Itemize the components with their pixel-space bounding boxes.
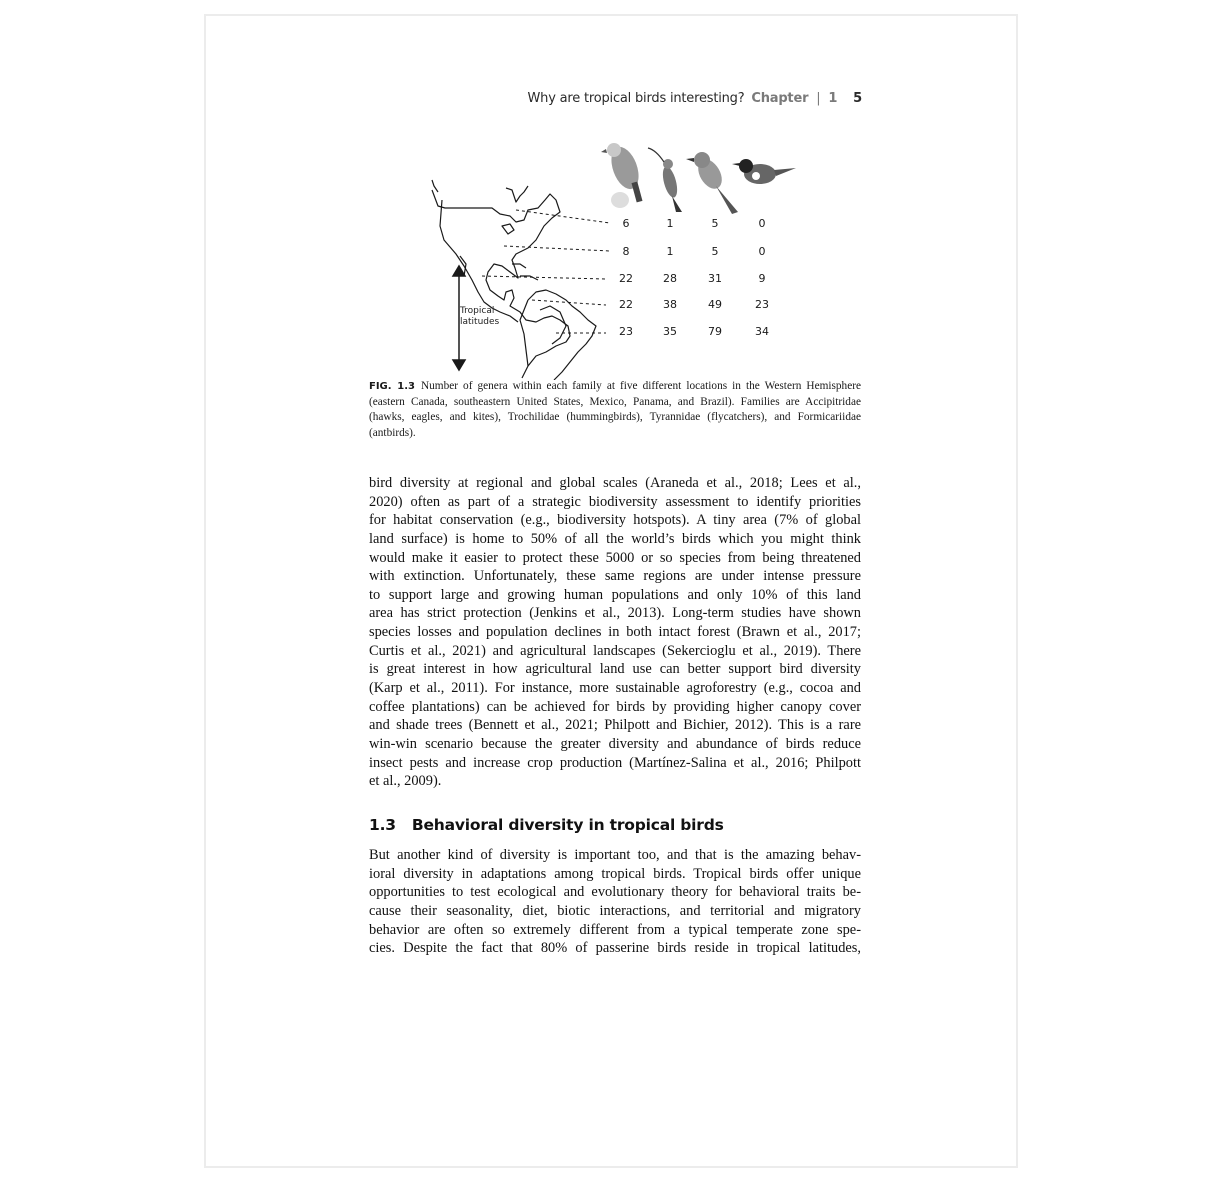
table-cell: 35 <box>663 325 677 338</box>
text-line: et al., 2009). <box>369 773 442 790</box>
text-line: land surface) is home to 50% of all the world’s birds which you might think <box>369 530 861 547</box>
table-cell: 23 <box>755 298 769 311</box>
antbird-icon <box>732 159 796 184</box>
table-cell: 5 <box>711 217 719 230</box>
table-cell: 31 <box>708 272 722 285</box>
text-line: coffee plantations) can be achieved for birds by providing higher canopy cover <box>369 698 861 715</box>
text-line: Curtis et al., 2021) and agricultural landscapes (Sekercioglu et al., 2019). There <box>369 642 861 659</box>
text-line: cies. Despite the fact that 80% of passerine birds reside in tropical latitudes, <box>369 940 861 957</box>
figure-1-3 <box>420 130 820 380</box>
table-cell: 0 <box>758 217 766 230</box>
text-line: cause their seasonality, diet, biotic interactions, and territorial and migratory <box>369 902 861 919</box>
table-cell: 38 <box>663 298 677 311</box>
text-line: bird diversity at regional and global scales (Araneda et al., 2018; Lees et al., <box>369 475 861 491</box>
table-cell: 34 <box>755 325 769 338</box>
figure-label: FIG. 1.3 <box>369 381 415 392</box>
table-cell: 22 <box>619 298 633 311</box>
table-cell: 22 <box>619 272 633 285</box>
text-line: ioral diversity in adaptations among tropical birds. Tropical birds offer unique <box>369 865 861 882</box>
hawk-icon <box>601 143 644 208</box>
table-cell: 1 <box>666 217 674 230</box>
table-cell: 49 <box>708 298 722 311</box>
text-line: species losses and population declines in both intact forest (Brawn et al., 2017; <box>369 624 861 641</box>
running-head <box>360 91 862 106</box>
text-line: with extinction. Unfortunately, these same regions are under intense pressure <box>369 568 861 585</box>
text-line: (Karp et al., 2011). For instance, more sustainable agroforestry (e.g., cocoa and <box>369 680 861 697</box>
table-cell: 28 <box>663 272 677 285</box>
running-head-title: Why are tropical birds interesting? <box>527 91 745 106</box>
page-number: 5 <box>853 91 862 106</box>
text-line: would make it easier to protect these 5000 or so species from being threatened <box>369 549 861 566</box>
text-line: and shade trees (Bennett et al., 2021; Philpott and Bichier, 2012). This is a rare <box>369 717 861 734</box>
chapter-number: 1 <box>828 91 838 106</box>
header-separator: | <box>816 91 821 106</box>
table-cell: 79 <box>708 325 722 338</box>
text-line: insect pests and increase crop production (Martínez-Salina et al., 2016; Philpott <box>369 754 861 771</box>
paragraph-2 <box>369 846 861 958</box>
chapter-label: Chapter <box>751 91 809 106</box>
paragraph-1 <box>369 474 861 791</box>
text-line: to support large and growing human populations and only 10% of this land <box>369 586 861 603</box>
hummingbird-icon <box>648 148 682 212</box>
figure-caption <box>369 379 861 441</box>
text-line: behavior are often so extremely different from a typical temperate zone spe- <box>369 921 861 938</box>
table-cell: 23 <box>619 325 633 338</box>
section-number: 1.3 <box>369 816 396 834</box>
table-cell: 9 <box>758 272 766 285</box>
flycatcher-icon <box>686 152 738 214</box>
text-line: is great interest in how agricultural land use can better support bird diversity <box>369 661 861 678</box>
table-cell: 8 <box>622 245 630 258</box>
tropical-latitudes-label: Tropical latitudes <box>460 306 500 327</box>
table-cell: 0 <box>758 245 766 258</box>
table-cell: 5 <box>711 245 719 258</box>
text-line: But another kind of diversity is important too, and that is the amazing behav- <box>369 847 861 863</box>
table-cell: 6 <box>622 217 630 230</box>
text-line: for habitat conservation (e.g., biodiversity hotspots). A tiny area (7% of global <box>369 512 861 529</box>
section-heading <box>369 816 724 834</box>
table-cell: 1 <box>666 245 674 258</box>
section-title: Behavioral diversity in tropical birds <box>411 816 724 834</box>
caption-text: Number of genera within each family at five different locations in the Western Hemisphere (eastern Canada, southeastern United States, Mexico, Panama, and Brazil). Families are Accipitridae (hawks, eagles, and kites), Trochilidae (hummingbirds), Tyrannidae (flycatchers), and Formicariidae (antbirds). <box>369 380 861 439</box>
text-line: area has strict protection (Jenkins et al., 2013). Long-term studies have shown <box>369 605 861 622</box>
text-line: win-win scenario because the greater diversity and abundance of birds reduce <box>369 735 861 752</box>
text-line: 2020) often as part of a strategic biodiversity assessment to identify priorities <box>369 493 861 510</box>
text-line: opportunities to test ecological and evolutionary theory for behavioral traits be- <box>369 884 861 901</box>
